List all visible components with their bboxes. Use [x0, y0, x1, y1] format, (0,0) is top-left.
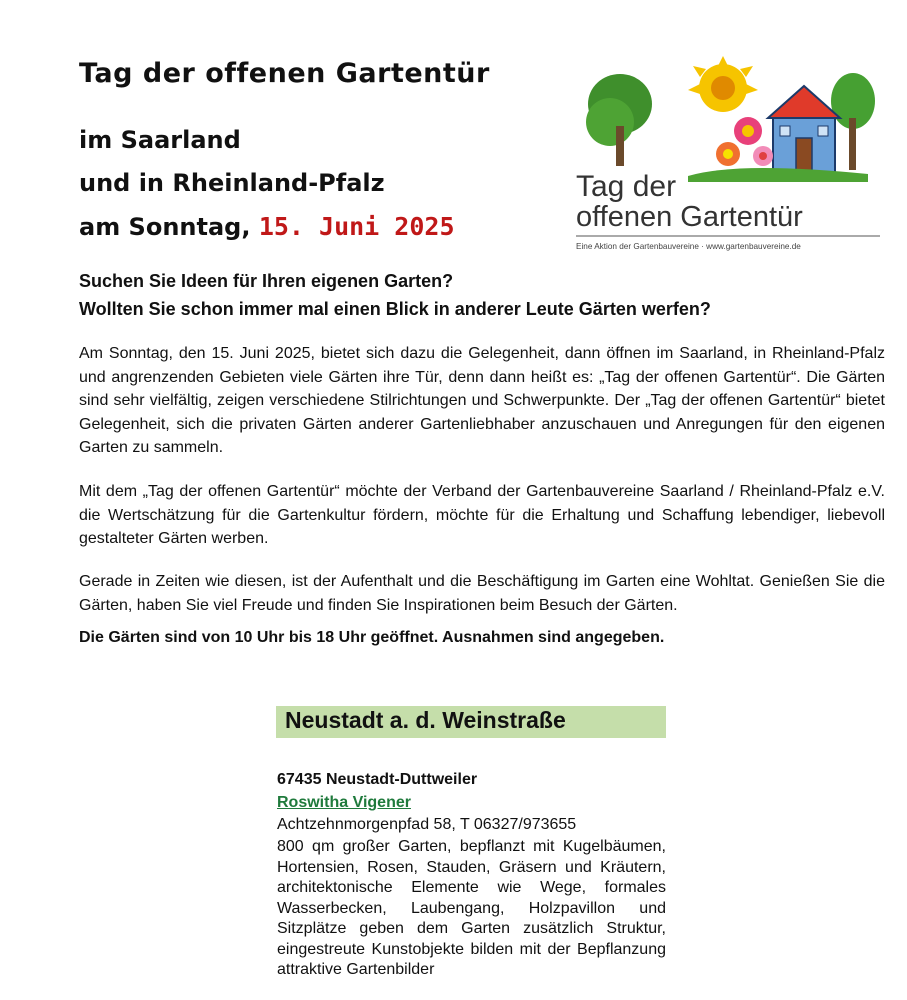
- logo-text-line-1: Tag der: [576, 170, 677, 203]
- logo-text-line-2: offenen Gartentür: [576, 201, 803, 233]
- question-1: Suchen Sie Ideen für Ihren eigenen Garten?: [79, 271, 454, 291]
- page-title: Tag der offenen Gartentür: [79, 58, 490, 89]
- garden-illustration-icon: [586, 56, 875, 182]
- garden-location: 67435 Neustadt-Duttweiler: [277, 771, 478, 788]
- association-paragraph: Mit dem „Tag der offenen Gartentür“ möchte der Verband der Gartenbauvereine Saarland / Rheinland-Pfalz e.V. die Wertschätzung für die Gartenkultur fördern, möchte für die Erhaltung und Schaffung lebendiger, liebevoll gestalteter Gärten werben.: [79, 483, 885, 547]
- subtitle-line-1: im Saarland: [79, 126, 241, 154]
- intro-paragraph: Am Sonntag, den 15. Juni 2025, bietet sich dazu die Gelegenheit, dann öffnen im Saarland, in Rheinland-Pfalz und angrenzenden Gebieten viele Gärten ihre Tür, denn dann heißt es: „Tag der offenen Gartentür“. Die Gärten sind sehr vielfältig, zeigen verschiedene Stilrichtungen und Schwerpunkte. Der „Tag der offenen Gartentür“ bietet Gelegenheit, sich die privaten Gärten anderer Gartenliebhaber anzuschauen und Anregungen für den eigenen Garten zu sammeln.: [79, 345, 885, 456]
- event-date: 15. Juni 2025: [258, 212, 455, 241]
- wellbeing-paragraph: Gerade in Zeiten wie diesen, ist der Aufenthalt und die Beschäftigung im Garten eine Wohltat. Genießen Sie die Gärten, haben Sie viel Freude und finden Sie Inspirationen beim Besuch der Gärten.: [79, 573, 885, 614]
- garden-description: 800 qm großer Garten, bepflanzt mit Kugelbäumen, Hortensien, Rosen, Stauden, Gräsern und Kräutern, architektonische Elemente wie Wege, formales Wasserbecken, Laubengang, Holzpavillon und Sitzplätze geben dem Garten zusätzlich Struktur, eingestreute Kunstobjekte bilden mit der Bepflanzung attraktive Gartenbilder: [277, 838, 666, 978]
- opening-hours: Die Gärten sind von 10 Uhr bis 18 Uhr geöffnet. Ausnahmen sind angegeben.: [79, 629, 665, 646]
- logo-tagline: Eine Aktion der Gartenbauvereine · www.gartenbauvereine.de: [576, 242, 801, 251]
- region-header: [276, 706, 666, 738]
- garden-door-logo: [568, 56, 888, 256]
- region-title: Neustadt a. d. Weinstraße: [285, 707, 566, 733]
- question-2: Wollten Sie schon immer mal einen Blick in anderer Leute Gärten werfen?: [79, 299, 711, 319]
- date-prefix: am Sonntag,: [79, 213, 251, 241]
- subtitle-line-2: und in Rheinland-Pfalz: [79, 169, 385, 197]
- garden-address: Achtzehnmorgenpfad 58, T 06327/973655: [277, 816, 577, 833]
- garden-owner-link[interactable]: Roswitha Vigener: [277, 794, 411, 811]
- subtitle-line-3: [79, 212, 455, 241]
